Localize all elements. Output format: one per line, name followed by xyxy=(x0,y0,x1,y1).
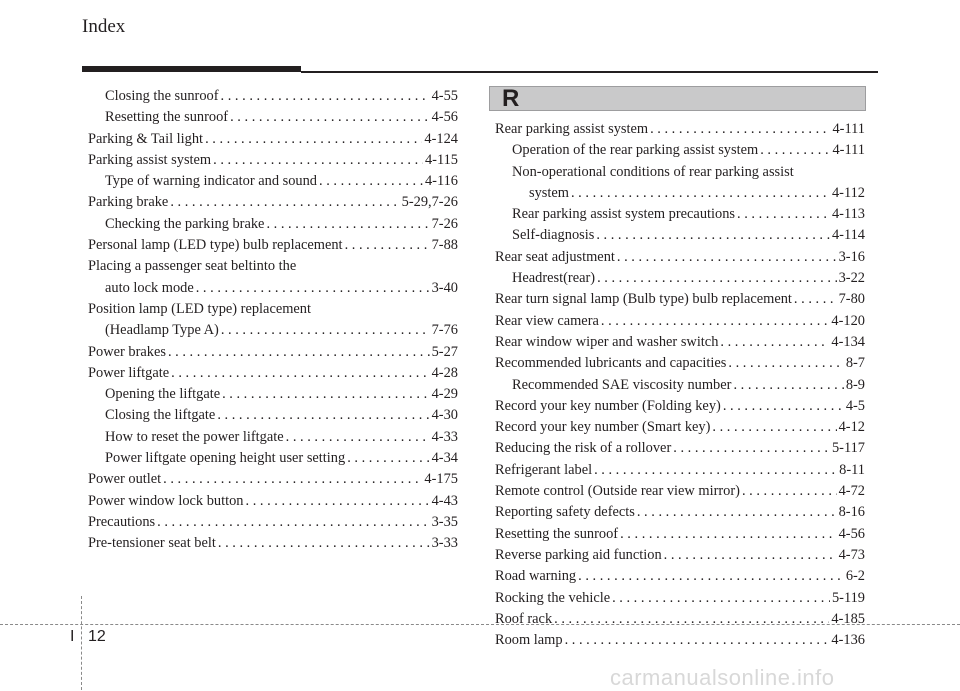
index-entry-page: 4-136 xyxy=(831,632,865,649)
index-entry xyxy=(495,332,865,353)
dot-leader xyxy=(286,427,430,448)
index-entry-text: Rear parking assist system xyxy=(495,121,649,137)
index-entry xyxy=(88,299,458,320)
index-entry-text: Parking assist system xyxy=(88,151,212,168)
index-entry-page: 4-28 xyxy=(431,364,458,381)
index-entry-text: (Headlamp Type A) xyxy=(105,322,219,339)
dot-leader xyxy=(213,150,423,171)
index-entry-text: Rear view camera xyxy=(495,312,599,329)
index-entry xyxy=(495,247,865,268)
index-entry xyxy=(495,481,865,502)
index-entry xyxy=(88,533,458,554)
index-entry xyxy=(88,150,458,171)
index-entry-page: 4-33 xyxy=(431,428,458,445)
index-column-right xyxy=(495,119,865,651)
dot-leader xyxy=(168,342,430,363)
index-entry-page: 4-175 xyxy=(424,471,458,488)
index-entry xyxy=(88,171,458,192)
index-entry-text: Resetting the sunroof xyxy=(105,109,229,126)
index-entry-text: Precautions xyxy=(88,513,156,530)
index-entry xyxy=(88,448,458,469)
footer-rule-vertical xyxy=(81,596,82,690)
index-entry-page: 4-43 xyxy=(431,492,458,509)
dot-leader xyxy=(196,278,430,299)
header-rule-thin xyxy=(301,71,878,73)
index-entry-text: Road warning xyxy=(495,568,577,585)
index-entry xyxy=(495,119,865,140)
dot-leader xyxy=(218,533,430,554)
index-entry-page: 3-33 xyxy=(431,535,458,552)
index-entry xyxy=(88,320,458,341)
index-entry-page: 4-111 xyxy=(832,142,865,159)
index-entry-page: 8-11 xyxy=(839,461,865,478)
index-entry xyxy=(495,375,865,396)
footer-section-letter: I xyxy=(70,628,75,645)
index-entry-page: 4-56 xyxy=(431,109,458,126)
dot-leader xyxy=(554,609,829,630)
index-entry xyxy=(88,192,458,213)
index-entry xyxy=(88,129,458,150)
index-entry xyxy=(88,512,458,533)
index-entry xyxy=(495,140,865,161)
index-entry-page: 4-72 xyxy=(838,483,865,500)
index-entry-text: auto lock mode xyxy=(105,279,194,296)
dot-leader xyxy=(720,332,829,353)
index-entry xyxy=(88,214,458,235)
index-entry-text: Position lamp (LED type) replacement xyxy=(88,300,311,317)
index-entry-page: 4-124 xyxy=(424,130,458,147)
header-rule-thick xyxy=(82,66,301,72)
dot-leader xyxy=(157,512,429,533)
index-entry xyxy=(88,235,458,256)
index-entry-page: 7-76 xyxy=(431,322,458,339)
index-entry-text: Reducing the risk of a rollover xyxy=(495,440,672,457)
index-entry xyxy=(88,427,458,448)
dot-leader xyxy=(222,384,430,405)
dot-leader xyxy=(171,363,429,384)
index-entry-text: Operation of the rear parking assist system xyxy=(512,142,759,159)
index-entry-page: 4-116 xyxy=(424,173,458,190)
section-letter: R xyxy=(502,85,520,112)
index-entry-page: 5-29,7-26 xyxy=(401,194,458,211)
index-entry-page: 4-185 xyxy=(831,610,865,627)
index-entry-text: Resetting the sunroof xyxy=(495,525,619,542)
index-entry-page: 4-30 xyxy=(431,407,458,424)
index-entry-text: Pre-tensioner seat belt xyxy=(88,535,216,552)
dot-leader xyxy=(733,375,843,396)
dot-leader xyxy=(266,214,429,235)
index-entry xyxy=(495,162,865,183)
dot-leader xyxy=(221,86,430,107)
index-entry-page: 4-111 xyxy=(832,121,865,137)
index-entry-page: 8-7 xyxy=(845,355,865,372)
index-entry xyxy=(495,545,865,566)
index-entry-page: 4-12 xyxy=(838,419,865,436)
index-entry-text: Refrigerant label xyxy=(495,461,593,478)
page-title: Index xyxy=(82,16,126,37)
index-entry xyxy=(88,342,458,363)
index-entry xyxy=(88,363,458,384)
index-entry-page: 4-112 xyxy=(831,184,865,201)
index-entry xyxy=(495,417,865,438)
dot-leader xyxy=(737,204,830,225)
index-entry-page: 4-29 xyxy=(431,386,458,403)
index-entry-text: Closing the liftgate xyxy=(105,407,216,424)
index-entry xyxy=(495,502,865,523)
dot-leader xyxy=(230,107,430,128)
index-entry-text: Power brakes xyxy=(88,343,166,360)
index-entry-page: 3-40 xyxy=(431,279,458,296)
index-entry-page: 8-16 xyxy=(838,504,865,521)
index-entry-text: Rear parking assist system precautions xyxy=(512,206,736,223)
index-entry-page: 4-34 xyxy=(431,450,458,467)
index-entry-text: Rear turn signal lamp (Bulb type) bulb replacement xyxy=(495,291,792,308)
dot-leader xyxy=(246,491,430,512)
index-entry-text: Personal lamp (LED type) bulb replacement xyxy=(88,237,343,254)
index-column-left xyxy=(88,86,458,555)
dot-leader xyxy=(217,405,429,426)
index-entry-text: Roof rack xyxy=(495,610,553,627)
index-entry-page: 4-73 xyxy=(838,546,865,563)
index-entry xyxy=(88,491,458,512)
dot-leader xyxy=(597,268,837,289)
dot-leader xyxy=(650,119,830,140)
index-entry-text: Power window lock button xyxy=(88,492,244,509)
index-entry xyxy=(88,86,458,107)
index-entry xyxy=(495,225,865,246)
index-entry-text: Type of warning indicator and sound xyxy=(105,173,318,190)
index-entry xyxy=(495,588,865,609)
dot-leader xyxy=(742,481,837,502)
index-entry-text: How to reset the power liftgate xyxy=(105,428,284,445)
dot-leader xyxy=(723,396,844,417)
index-entry xyxy=(88,107,458,128)
index-entry xyxy=(495,311,865,332)
index-entry-text: Reverse parking aid function xyxy=(495,546,662,563)
index-entry xyxy=(88,278,458,299)
index-entry-page: 3-16 xyxy=(838,248,865,265)
dot-leader xyxy=(617,247,837,268)
dot-leader xyxy=(794,289,837,310)
index-entry-text: Self-diagnosis xyxy=(512,227,595,244)
dot-leader xyxy=(620,524,837,545)
dot-leader xyxy=(637,502,837,523)
dot-leader xyxy=(347,448,429,469)
index-entry-text: Rear window wiper and washer switch xyxy=(495,333,719,350)
index-entry-page: 4-56 xyxy=(838,525,865,542)
index-entry xyxy=(495,524,865,545)
index-entry-page: 4-134 xyxy=(831,333,865,350)
index-entry-page: 7-80 xyxy=(838,291,865,308)
index-entry-text: Rocking the vehicle xyxy=(495,589,611,606)
index-entry-text: Power outlet xyxy=(88,471,162,488)
dot-leader xyxy=(221,320,430,341)
index-entry xyxy=(88,384,458,405)
index-entry-page: 4-113 xyxy=(831,206,865,223)
index-entry xyxy=(495,566,865,587)
dot-leader xyxy=(728,353,843,374)
index-entry-page: 7-26 xyxy=(431,215,458,232)
index-entry-page: 5-119 xyxy=(831,589,865,606)
index-entry xyxy=(495,396,865,417)
index-entry-text: Parking brake xyxy=(88,194,169,211)
index-entry xyxy=(88,256,458,277)
index-entry xyxy=(495,353,865,374)
index-entry-page: 4-115 xyxy=(424,151,458,168)
dot-leader xyxy=(596,225,830,246)
dot-leader xyxy=(601,311,830,332)
index-entry-text: Power liftgate opening height user setting xyxy=(105,450,346,467)
index-entry-text: Record your key number (Folding key) xyxy=(495,397,721,414)
index-entry-text: Room lamp xyxy=(495,632,563,649)
dot-leader xyxy=(578,566,844,587)
footer-rule-horizontal xyxy=(0,624,960,625)
index-entry-text: Recommended lubricants and capacities xyxy=(495,355,727,372)
dot-leader xyxy=(205,129,422,150)
index-entry xyxy=(495,460,865,481)
dot-leader xyxy=(319,171,423,192)
index-entry-text: system xyxy=(529,184,569,201)
dot-leader xyxy=(712,417,836,438)
index-entry xyxy=(495,609,865,630)
section-header-r xyxy=(489,86,866,111)
index-entry-text: Record your key number (Smart key) xyxy=(495,419,711,436)
index-entry-page: 4-114 xyxy=(831,227,865,244)
index-entry-text: Remote control (Outside rear view mirror) xyxy=(495,483,740,500)
index-entry-text: Closing the sunroof xyxy=(105,88,219,104)
index-entry xyxy=(495,438,865,459)
index-entry xyxy=(88,469,458,490)
index-entry-text: Checking the parking brake xyxy=(105,215,265,232)
index-entry-page: 7-88 xyxy=(431,237,458,254)
index-entry-text: Placing a passenger seat beltinto the xyxy=(88,258,297,275)
index-entry-text: Non-operational conditions of rear parking assist xyxy=(512,163,794,180)
index-entry-text: Reporting safety defects xyxy=(495,504,635,521)
index-entry xyxy=(495,630,865,651)
index-entry-page: 6-2 xyxy=(845,568,865,585)
dot-leader xyxy=(673,438,830,459)
index-entry-page: 5-27 xyxy=(431,343,458,360)
index-entry-text: Recommended SAE viscosity number xyxy=(512,376,732,393)
dot-leader xyxy=(571,183,830,204)
index-entry-text: Parking & Tail light xyxy=(88,130,204,147)
dot-leader xyxy=(612,588,830,609)
index-entry-page: 4-55 xyxy=(431,88,458,104)
dot-leader xyxy=(345,235,430,256)
index-entry-page: 3-35 xyxy=(431,513,458,530)
index-entry-page: 5-117 xyxy=(831,440,865,457)
index-entry xyxy=(495,183,865,204)
index-entry-text: Rear seat adjustment xyxy=(495,248,615,265)
index-entry-text: Headrest(rear) xyxy=(512,270,596,287)
index-entry-text: Power liftgate xyxy=(88,364,170,381)
dot-leader xyxy=(760,140,830,161)
footer-page-number: 12 xyxy=(88,628,106,645)
index-entry xyxy=(495,289,865,310)
dot-leader xyxy=(565,630,830,651)
dot-leader xyxy=(163,469,422,490)
index-entry xyxy=(88,405,458,426)
index-entry-page: 4-120 xyxy=(831,312,865,329)
dot-leader xyxy=(664,545,837,566)
index-entry-page: 4-5 xyxy=(845,397,865,414)
index-entry-page: 8-9 xyxy=(845,376,865,393)
index-entry xyxy=(495,268,865,289)
index-entry xyxy=(495,204,865,225)
dot-leader xyxy=(170,192,399,213)
index-entry-page: 3-22 xyxy=(838,270,865,287)
watermark: carmanualsonline.info xyxy=(610,665,835,690)
index-entry-text: Opening the liftgate xyxy=(105,386,221,403)
dot-leader xyxy=(594,460,837,481)
